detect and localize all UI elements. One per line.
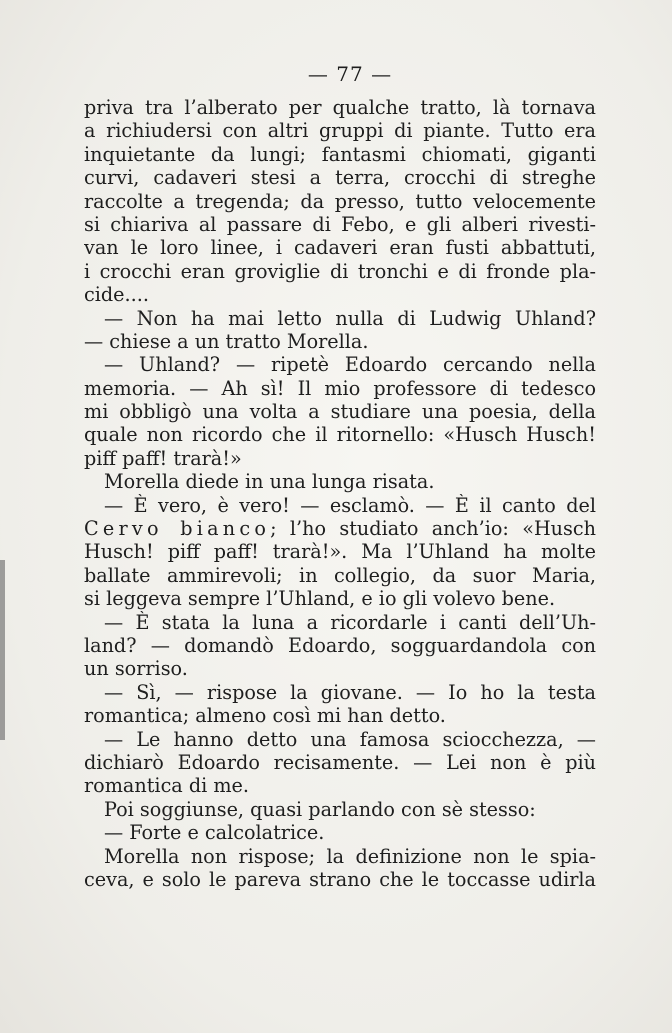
page-edge-shadow: [0, 560, 5, 740]
text-line: — chiese a un tratto Morella.: [84, 329, 369, 353]
text-line: — Non ha mai letto nulla di Ludwig Uhland?: [104, 306, 596, 330]
page-number: — 77 —: [307, 62, 393, 86]
text-line: inquietante da lungi; fantasmi chiomati, giganti: [84, 142, 596, 166]
text-line: si leggeva sempre l’Uhland, e io gli volevo bene.: [84, 587, 556, 611]
text-line: i crocchi eran groviglie di tronchi e di fronde pla-: [84, 259, 596, 283]
text-line: — È stata la luna a ricordarle i canti dell’Uh-: [104, 610, 596, 634]
text-line: land? — domandò Edoardo, sogguardandola con: [84, 633, 596, 657]
text-line: Morella non rispose; la definizione non le spia-: [104, 844, 596, 868]
text-line: raccolte a tregenda; da presso, tutto velocemente: [84, 189, 596, 213]
text-line: — È vero, è vero! — esclamò. — È il canto del: [104, 493, 596, 517]
text-line: dichiarò Edoardo recisamente. — Lei non è più: [84, 750, 596, 774]
text-line: romantica di me.: [84, 774, 250, 798]
text-line: — Sì, — rispose la giovane. — Io ho la testa: [104, 680, 596, 704]
text-line: si chiariva al passare di Febo, e gli alberi rivesti-: [84, 212, 596, 236]
text-line: un sorriso.: [84, 657, 188, 681]
text-line: a richiudersi con altri gruppi di piante. Tutto era: [84, 119, 596, 143]
text-line: curvi, cadaveri stesi a terra, crocchi di streghe: [84, 166, 596, 190]
text-line: — Le hanno detto una famosa sciocchezza, —: [104, 727, 596, 751]
text-line: ballate ammirevoli; in collegio, da suor Maria,: [84, 563, 596, 587]
text-line: ceva, e solo le pareva strano che le toccasse udirla: [84, 867, 596, 891]
text-line: — Uhland? — ripetè Edoardo cercando nella: [104, 353, 596, 377]
text-line: Morella diede in una lunga risata.: [104, 470, 435, 494]
text-line: piff paff! trarà!»: [84, 446, 242, 470]
text-line: Husch! piff paff! trarà!». Ma l’Uhland ha molte: [84, 540, 596, 564]
text-line: priva tra l’alberato per qualche tratto, là tornava: [84, 96, 596, 119]
body-text: [84, 96, 596, 891]
text-line: mi obbligò una volta a studiare una poesia, della: [84, 400, 596, 424]
text-line: cide....: [84, 283, 149, 307]
text-line: van le loro linee, i cadaveri eran fusti abbattuti,: [84, 236, 596, 260]
text-line: — Forte e calcolatrice.: [104, 821, 325, 845]
text-line: quale non ricordo che il ritornello: «Husch Husch!: [84, 423, 596, 447]
text-line: romantica; almeno così mi han detto.: [84, 704, 446, 728]
text-line: Poi soggiunse, quasi parlando con sè stesso:: [104, 797, 536, 821]
text-line: memoria. — Ah sì! Il mio professore di tedesco: [84, 376, 596, 400]
text-line: Cervo bianco; l’ho studiato anch’io: «Husch: [84, 517, 596, 541]
spaced-title: Cervo bianco: [84, 517, 271, 541]
